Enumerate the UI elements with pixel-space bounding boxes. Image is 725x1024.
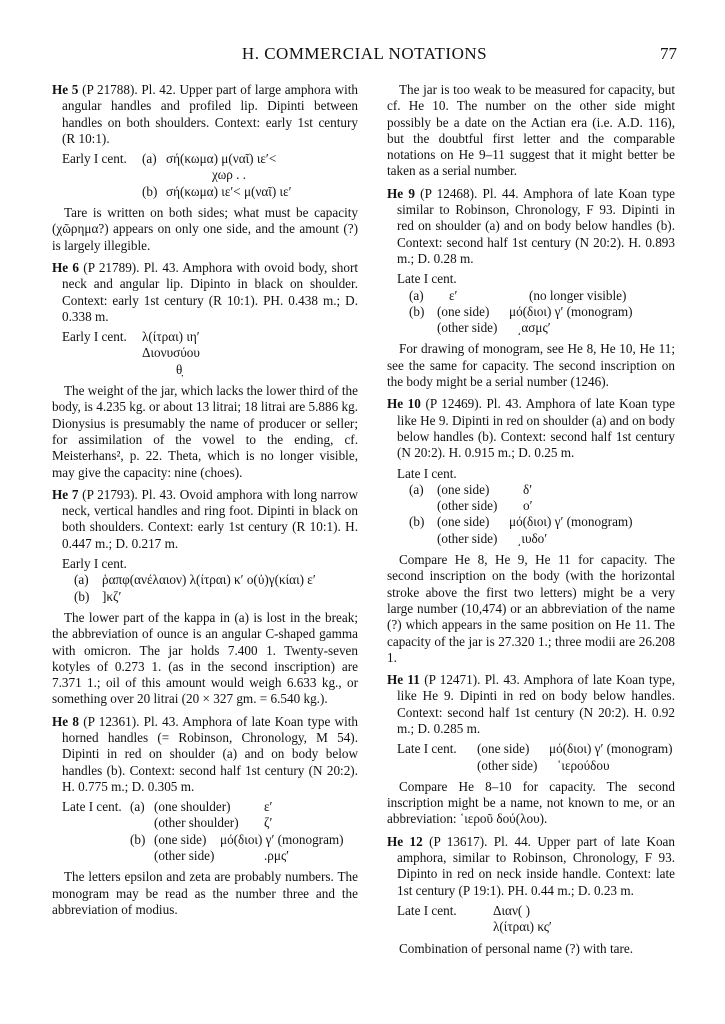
left-column [52,82,358,924]
inscription-text: Διονυσύου [142,345,200,361]
inscription-letter: (a) [409,287,424,303]
inscription-side: (one side) [477,741,530,757]
inscription-text: .ρμς′ [264,848,290,864]
commentary: The lower part of the kappa in (a) is lost in the break; the abbreviation of ounce is an angular C-shaped gamma with omicron. The jar holds 7.400 1. Twenty-seven kotyles of 0.273 1. (as in the second inscription) are 7.371 1.; oil of this amount would weigh 6.633 kg., or something over 20 litrai (20 × 327 gm. = 6.540 kg.). [52,609,358,707]
commentary: Combination of personal name (?) with tare. [399,940,634,956]
running-head: H. COMMERCIAL NOTATIONS [241,44,488,63]
commentary: The jar is too weak to be measured for capacity, but cf. He 10. The number on the other side might possibly be a date on the Actian era (i.e. A.D. 116), but the doubtful first letter and the comparable notations on He 9–11 suggest that it might better be taken as a serial number. [387,82,675,179]
entry-label: He 9 [387,185,415,201]
entry-description: (P 21788). Pl. 42. Upper part of large amphora with angular handles and profiled lip. Dipinti between handles on both shoulders. Context: early 1st century (R 10:1). [62,82,358,146]
inscription-block [62,556,358,605]
entry-label: He 11 [387,672,420,688]
inscription-side: (one side) [437,481,490,497]
date-label: Late I cent. [397,271,457,287]
inscription-letter: (b) [409,303,425,319]
inscription-text: μό(διοι) γ′ (monogram) [509,303,633,319]
inscription-side: (other side) [437,498,498,514]
inscription-text: θ̣ [176,361,183,377]
entry-he6 [52,260,358,481]
entry-he9 [387,186,675,391]
entry-label: He 8 [52,713,79,729]
commentary: Compare He 8–10 for capacity. The second inscription might be a name, not known to me, or an abbreviation: ῾ιεροῦ δού(λου). [387,778,675,827]
inscription-text: ο′ [523,498,533,514]
inscription-side: (other shoulder) [154,815,239,831]
date-label: Late I cent. [397,902,457,918]
inscription-letter: (a) [142,151,157,167]
entry-description: (P 12471). Pl. 43. Amphora of late Koan type, like He 9. Dipinti in red on body below handles. Context: second half 1st century (N 20:2). H. 0.92 m.; D. 0.285 m. [397,672,676,736]
inscription-block [397,466,675,547]
date-label: Early I cent. [62,151,127,167]
inscription-side: (one side) [437,303,490,319]
right-column [387,82,675,963]
inscription-text: ε′ [449,287,458,303]
inscription-block [62,799,358,864]
entry-description: (P 13617). Pl. 44. Upper part of late Koan amphora, similar to Robinson, Chronology, F 93. Dipinto in red on neck inside handle. Context: late 1st century (P 19:1). PH. 0.44 m.; D. 0.23 m. [397,833,675,898]
inscription-block [397,271,675,336]
entry-label: He 5 [52,82,79,97]
entry-label: He 6 [52,259,79,275]
entry-he10 [387,396,675,666]
inscription-side: (other side) [437,320,498,336]
inscription-text: ͵ιυδο′ [517,530,548,546]
inscription-side: (one side) [154,831,207,847]
inscription-text: ͵ασμς′ [517,320,551,336]
inscription-text: χωρ . . [212,167,247,183]
page-number: 77 [660,44,677,63]
commentary: For drawing of monogram, see He 8, He 10, He 11; see the same for capacity. The second inscription on the body might be a serial number (1246). [387,341,675,390]
inscription-block [62,329,358,378]
inscription-side: (other side) [154,848,215,864]
inscription-letter: (b) [142,183,158,199]
inscription-side: (one shoulder) [154,799,231,815]
inscription-text: λ(ίτραι) ιη′ [142,329,200,345]
entry-he8-continued [387,82,675,180]
inscription-text: ῾ιερούδου [557,757,610,773]
date-label: Late I cent. [62,799,122,815]
entry-he12 [387,834,675,957]
inscription-side: (other side) [477,757,538,773]
inscription-letter: (b) [409,514,425,530]
entry-description: (P 21793). Pl. 43. Ovoid amphora with long narrow neck, vertical handles and ring foot. Dipinti in black on both shoulders. Context: early 1st century (R 10:1). H. 0.447 m.; D. 0.217 m. [62,486,358,551]
entry-label: He 7 [52,486,79,502]
inscription-side: (other side) [437,530,498,546]
inscription-text: σή(κωμα) μ(ναῖ) ιε′< [166,151,277,167]
inscription-block [397,741,675,774]
page-header [52,44,677,70]
entry-description: (P 12361). Pl. 43. Amphora of late Koan type with horned handles (= Robinson, Chronology, M 54). Dipinti in red on shoulder (a) and on body below handles (b). Context: second half 1st century (N 20:2). H. 0.775 m.; D. 0.305 m. [62,713,358,794]
entry-he8 [52,714,358,919]
inscription-letter: (b) [74,588,90,604]
inscription-text: ζ′ [264,815,273,831]
inscription-note: (no longer visible) [529,287,627,303]
inscription-text: ]κζ′ [102,588,122,604]
inscription-text: δ′ [523,481,533,497]
entry-description: (P 21789). Pl. 43. Amphora with ovoid body, short neck and angular lip. Dipinto in black on shoulder. Context: early 1st century (R 10:1). PH. 0.438 m.; D. 0.338 m. [62,259,358,324]
date-label: Early I cent. [62,556,127,572]
inscription-block [397,903,675,936]
inscription-text: μό(διοι) γ′ (monogram) [220,831,344,847]
date-label: Late I cent. [397,465,457,481]
commentary: The letters epsilon and zeta are probably numbers. The monogram may be read as the number three and the abbreviation of modius. [52,869,358,917]
date-label: Early I cent. [62,329,127,345]
inscription-text: μό(διοι) γ′ (monogram) [509,514,633,530]
inscription-side: (one side) [437,514,490,530]
entry-description: (P 12469). Pl. 43. Amphora of late Koan type like He 9. Dipinti in red on shoulder (a) and on body below handles (b). Context: second half 1st century (N 20:2). H. 0.915 m.; D. 0.25 m. [397,396,676,461]
inscription-letter: (b) [130,831,146,847]
commentary: Compare He 8, He 9, He 11 for capacity. The second inscription on the body (with the horizontal stroke above the first two letters) might be a very large number (10,474) or an abbreviation of the name (?) which appears in the same position on He 11. The capacity of the jar is 27.320 1.; three modii are 26.208 1. [387,552,675,665]
commentary: Tare is written on both sides; what must be capacity (χῶρημα?) appears on only one side, and the amount (?) is largely illegible. [52,205,358,253]
entry-he5 [52,82,358,254]
inscription-text: μό(διοι) γ′ (monogram) [549,741,673,757]
entry-label: He 12 [387,833,423,849]
inscription-text: Διαν( ) [493,902,530,918]
inscription-letter: (a) [409,481,424,497]
inscription-text: ε′ [264,799,273,815]
inscription-block [62,151,358,200]
entry-he7 [52,487,358,708]
date-label: Late I cent. [397,741,457,757]
inscription-letter: (a) [130,799,145,815]
entry-description: (P 12468). Pl. 44. Amphora of late Koan type similar to Robinson, Chronology, F 93. Dipinti in red on shoulder (a) and on body below handles (b). Context: second half 1st century (N 20:2). H. 0.893 m.; D. 0.28 m. [397,185,675,266]
entry-label: He 10 [387,396,421,412]
inscription-text: ῥαπφ(ανέλαιον) λ(ίτραι) κ′ ο(ὐ)γ(κίαι) ε′ [102,572,316,588]
inscription-text: λ(ίτραι) κς′ [493,919,552,935]
entry-he11 [387,672,675,828]
commentary: The weight of the jar, which lacks the lower third of the body, is 4.235 kg. or about 13 litrai; 18 litrai are 5.886 kg. Dionysius is presumably the name of producer or seller; for assimilation of the vowel to the ending, cf. Meisterhans², p. 22. Theta, which is no longer visible, may give the capacity: nine (choes). [52,383,358,480]
inscription-text: σή(κωμα) ιε′< μ(ναῖ) ιε′ [166,183,292,199]
inscription-letter: (a) [74,572,89,588]
